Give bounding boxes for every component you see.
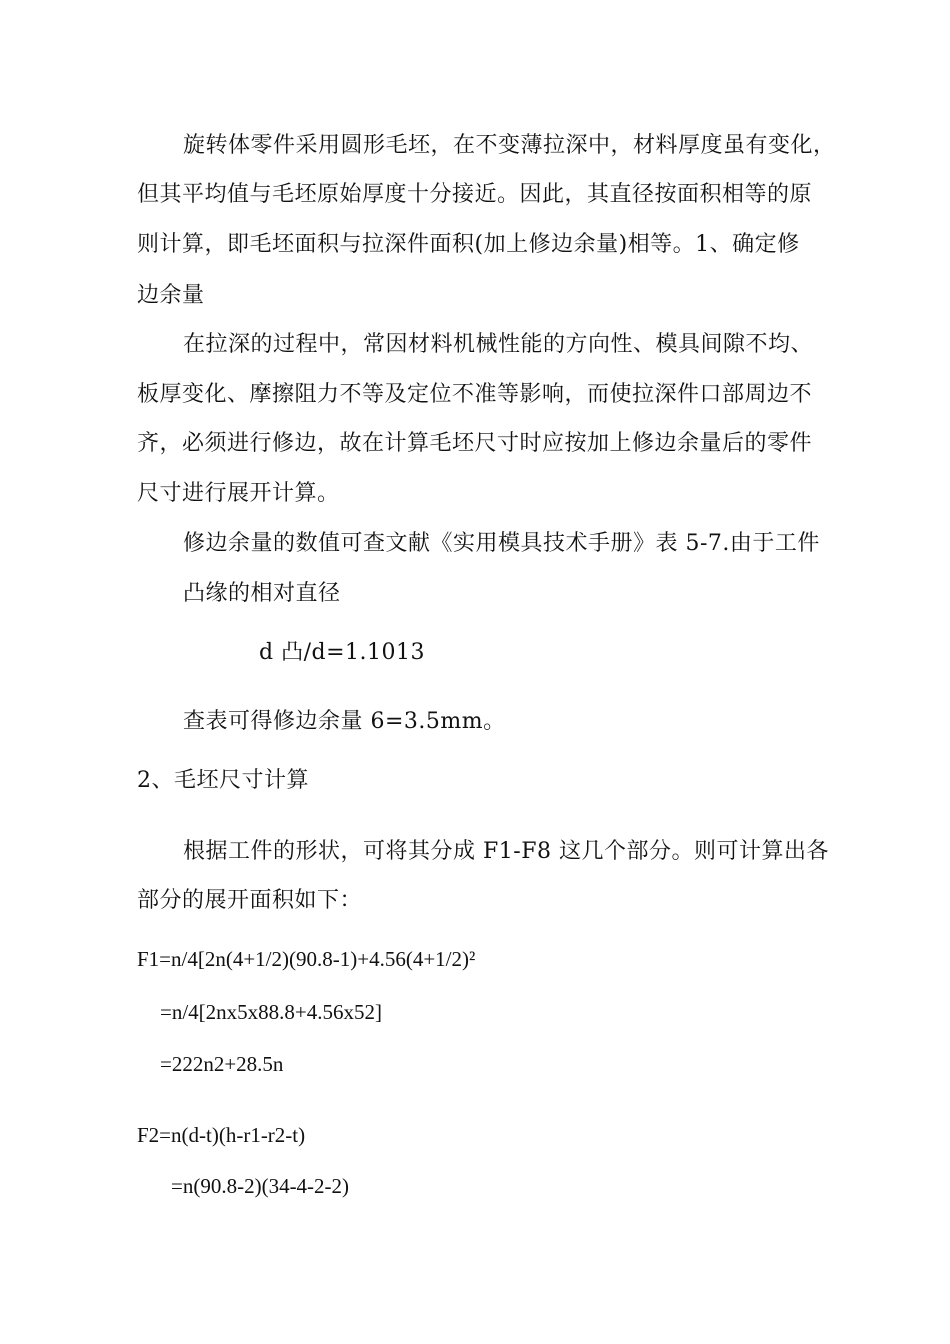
paragraph-2-line-2: 板厚变化、摩擦阻力不等及定位不准等影响，而使拉深件口部周边不 xyxy=(137,382,813,407)
ratio-formula: d 凸/d=1.1013 xyxy=(259,640,425,665)
paragraph-4-line-1: 根据工件的形状，可将其分成 F1-F8 这几个部分。则可计算出各 xyxy=(183,839,829,864)
f2-formula-line-1: F2=n(d-t)(h-r1-r2-t) xyxy=(137,1123,306,1147)
paragraph-1-line-2: 但其平均值与毛坯原始厚度十分接近。因此，其直径按面积相等的原 xyxy=(137,182,813,207)
paragraph-1-line-4: 边余量 xyxy=(137,283,205,308)
paragraph-3-line-2: 凸缘的相对直径 xyxy=(183,581,341,606)
f1-formula-line-3: =222n2+28.5n xyxy=(160,1052,284,1076)
paragraph-1-line-3: 则计算，即毛坯面积与拉深件面积(加上修边余量)相等。1、确定修 xyxy=(137,232,800,257)
f1-formula-line-1: F1=n/4[2n(4+1/2)(90.8-1)+4.56(4+1/2)² xyxy=(137,947,476,971)
paragraph-2-line-4: 尺寸进行展开计算。 xyxy=(137,481,340,506)
paragraph-2-line-3: 齐，必须进行修边，故在计算毛坯尺寸时应按加上修边余量后的零件 xyxy=(137,431,813,456)
section-2-heading: 2、毛坯尺寸计算 xyxy=(137,768,309,793)
paragraph-3-line-1: 修边余量的数值可查文献《实用模具技术手册》表 5-7.由于工件 xyxy=(183,531,820,556)
f1-formula-line-2: =n/4[2nx5x88.8+4.56x52] xyxy=(160,1000,383,1024)
lookup-result: 查表可得修边余量 6=3.5mm。 xyxy=(183,709,506,734)
paragraph-1-line-1: 旋转体零件采用圆形毛坯，在不变薄拉深中，材料厚度虽有变化， xyxy=(183,133,836,158)
f2-formula-line-2: =n(90.8-2)(34-4-2-2) xyxy=(171,1174,350,1198)
paragraph-4-line-2: 部分的展开面积如下： xyxy=(137,888,363,913)
paragraph-2-line-1: 在拉深的过程中，常因材料机械性能的方向性、模具间隙不均、 xyxy=(183,332,814,357)
